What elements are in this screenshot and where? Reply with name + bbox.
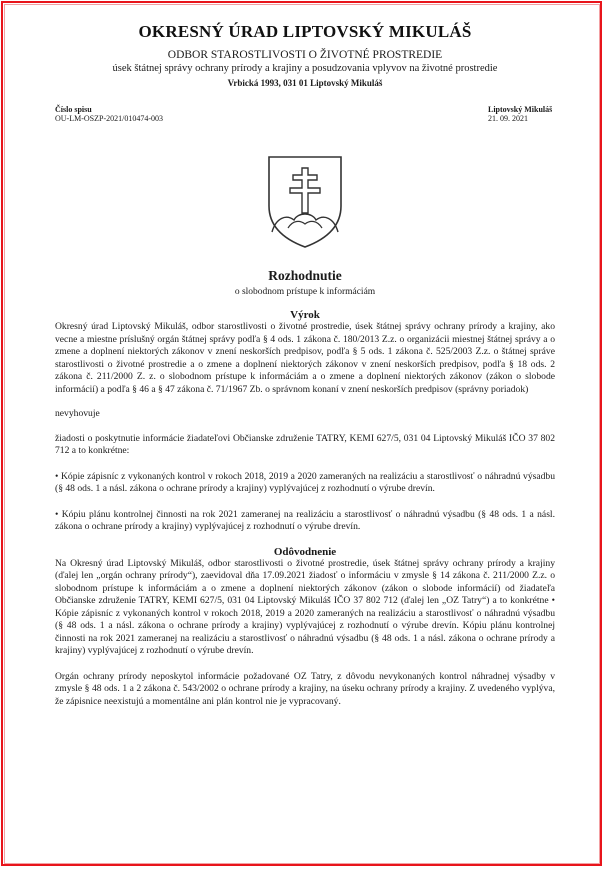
place-date-block [488,105,552,123]
decision-title: Rozhodnutie [268,268,342,283]
department-name: ODBOR STAROSTLIVOSTI O ŽIVOTNÉ PROSTREDIE [167,49,443,61]
file-number-label: Číslo spisu [55,105,92,114]
date: 21. 09. 2021 [488,114,528,123]
file-number: OU-LM-OSZP-2021/010474-003 [55,114,163,123]
coat-of-arms-icon [266,154,344,250]
section-name: úsek štátnej správy ochrany prírody a krajiny a posudzovania vplyvov na životné prostredie [112,63,498,74]
reason-heading: Odôvodnenie [273,545,337,558]
document-meta [55,105,555,135]
request-item-1: • Kópie zápisníc z vykonaných kontrol v rokoch 2018, 2019 a 2020 zameraných na realizáciu a starostlivosť o náhradnú výsadbu (§ 48 ods. 1 a násl. zákona o ochrane prírody a krajiny) vyplývajúcej z rozhodnutí o výrube drevín. [55,470,555,494]
reason-text-2: Orgán ochrany prírody neposkytol informácie požadované OZ Tatry, z dôvodu nevykonaných kontrol náhradnej výsadby v zmysle § 48 ods. 1 a 2 zákona č. 543/2002 o ochrane prírody a krajiny, na úseku ochrany prírody a krajiny. Z uvedeného vyplýva, že zápisnice neexistujú a momentálne ani plán kontrol nie je vypracovaný. [55,670,555,707]
document-page [55,16,555,708]
file-number-block [55,105,163,123]
verdict-verb: nevyhovuje [55,408,100,419]
verdict-text: Okresný úrad Liptovský Mikuláš, odbor starostlivosti o životné prostredie, úsek štátnej správy ochrany prírody a krajiny, ako vecne a miestne príslušný orgán štátnej správy podľa § 4 ods. 1 zákona č. 180/2013 Z.z. o organizácii miestnej štátnej správy a o zmene a doplnení niektorých zákonov v znení neskorších predpisov, podľa § 5 ods. 1 zákona č. 525/2003 Z.z. o štátnej správe starostlivosti o životné prostredie a o zmene a doplnení niektorých zákonov v znení neskorších predpisov, podľa § 18 ods. 2 zákona č. 211/2000 Z. z. o slobodnom prístupe k informáciám a o zmene a doplnení niektorých zákonov (zákon o slobode informácií) a podľa § 46 a § 47 zákona č. 71/1967 Zb. o správnom konaní v znení neskorších predpisov (správny poriadok) [55,321,555,395]
verdict-heading: Výrok [290,309,320,321]
request-text: žiadosti o poskytnutie informácie žiadateľovi Občianske združenie TATRY, KEMI 627/5, 031 04 Liptovský Mikuláš IČO 37 802 712 a to konkrétne: [55,432,555,456]
request-item-2: • Kópiu plánu kontrolnej činnosti na rok 2021 zameranej na realizáciu a starostlivosť o náhradnú výsadbu (§ 48 ods. 1 a násl. zákona o ochrane prírody a krajiny) vyplývajúcej z rozhodnutí o výrube drevín. [55,508,555,532]
office-name: OKRESNÝ ÚRAD LIPTOVSKÝ MIKULÁŠ [138,22,472,41]
decision-subtitle: o slobodnom prístupe k informáciám [234,287,376,297]
reason-text-1: Na Okresný úrad Liptovský Mikuláš, odbor starostlivosti o životné prostredie, úsek štátnej správy ochrany prírody a krajiny (ďalej len „orgán ochrany prírody“), zaevidoval dňa 17.09.2021 žiadosť o informáciu v zmysle § 14 zákona č. 211/2000 Z.z. o slobodnom prístupe k informáciám a o zmene a doplnení niektorých zákonov (zákon o slobode informácií) od žiadateľa Občianske združenie TATRY, KEMI 627/5, 031 04 Liptovský Mikuláš IČO 37 802 712 (ďalej len „OZ Tatry“) a to konkrétne • Kópie zápisníc z vykonaných kontrol v rokoch 2018, 2019 a 2020 zameraných na realizáciu a starostlivosť o náhradnú výsadbu (§ 48 ods. 1 a násl. zákona o ochrane prírody a krajiny) vyplývajúcej z rozhodnutí o výrube drevín. Kópiu plánu kontrolnej činnosti na rok 2021 zameranej na realizáciu a starostlivosť o náhradnú výsadbu (§ 48 ods. 1 a násl. zákona o ochrane prírody a krajiny) vyplývajúcej z rozhodnutí o výrube drevín. [55,557,555,656]
office-address: Vrbická 1993, 031 01 Liptovský Mikuláš [227,78,383,88]
place: Liptovský Mikuláš [488,105,553,114]
